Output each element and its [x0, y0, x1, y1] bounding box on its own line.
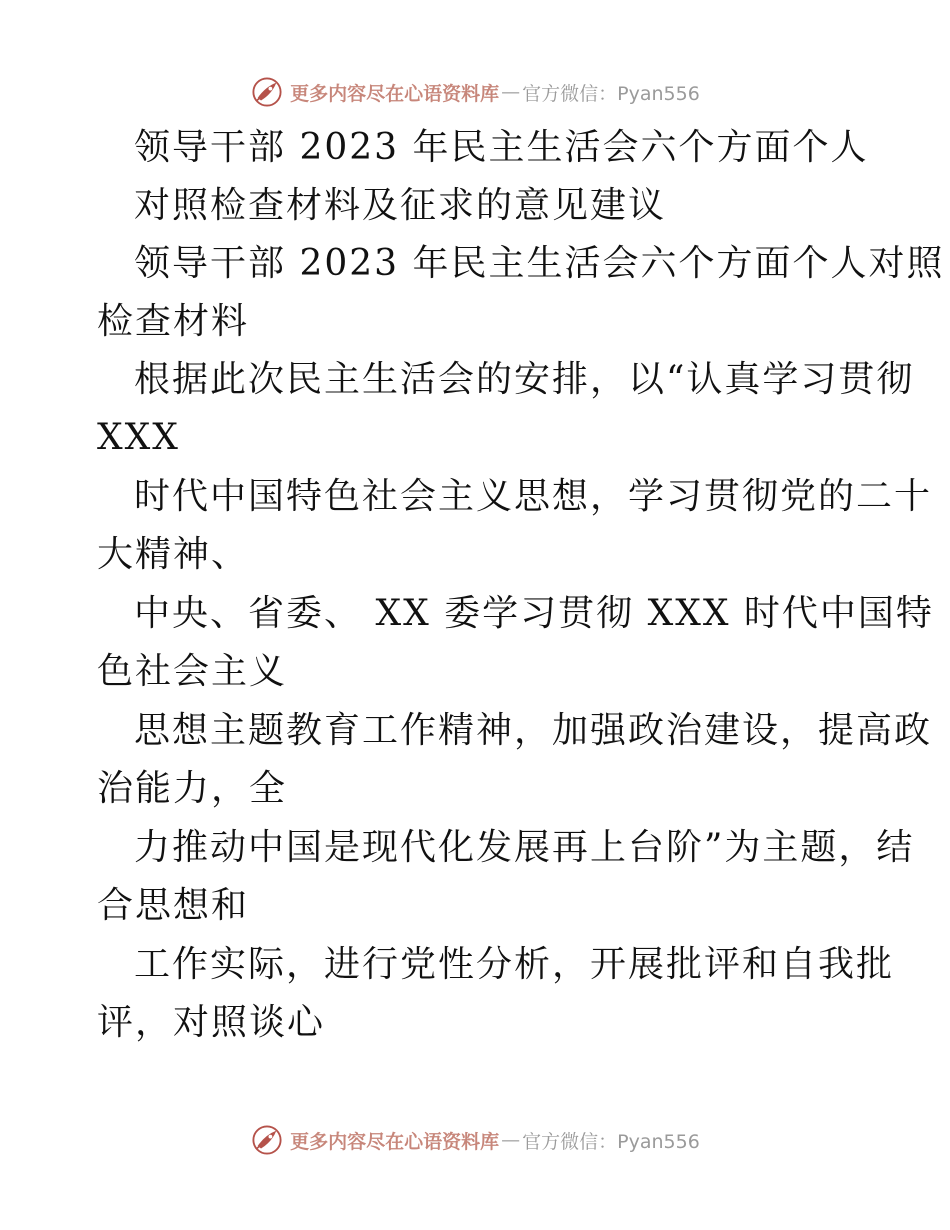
- watermark-wechat-text: 官方微信：Pyan556: [522, 82, 700, 105]
- watermark-banner-top: [0, 72, 950, 112]
- watermark-wechat-text: 官方微信：Pyan556: [522, 1130, 700, 1153]
- paragraph-line: 治能力，全: [97, 768, 288, 809]
- paragraph-line: 评，对照谈心: [97, 1002, 326, 1043]
- paragraph-line: 工作实际，进行党性分析，开展批评和自我批: [134, 944, 895, 985]
- watermark-banner-bottom: [0, 1120, 950, 1160]
- paragraph-line: XXX: [97, 417, 180, 458]
- paragraph-line: 思想主题教育工作精神，加强政治建设，提高政: [134, 710, 933, 751]
- paragraph-line: 领导干部 2023 年民主生活会六个方面个人对照: [134, 243, 945, 284]
- paragraph-line: 时代中国特色社会主义思想，学习贯彻党的二十: [134, 476, 933, 517]
- document-title-line-2: 对照检查材料及征求的意见建议: [134, 185, 667, 226]
- pen-nib-logo-icon: [250, 75, 284, 109]
- watermark-dash: —: [501, 1129, 521, 1151]
- paragraph-line: 根据此次民主生活会的安排，以“认真学习贯彻: [134, 359, 915, 400]
- watermark-brand-text: 更多内容尽在心语资料库: [290, 82, 500, 105]
- paragraph-line: 力推动中国是现代化发展再上台阶”为主题，结: [134, 827, 915, 868]
- paragraph-line: 色社会主义: [97, 651, 288, 692]
- document-title-line-1: 领导干部 2023 年民主生活会六个方面个人: [134, 127, 869, 168]
- paragraph-line: 大精神、: [97, 534, 250, 575]
- paragraph-line: 中央、省委、 XX 委学习贯彻 XXX 时代中国特: [134, 593, 934, 634]
- watermark-dash: —: [501, 81, 521, 103]
- pen-nib-logo-icon: [250, 1123, 284, 1157]
- paragraph-line: 合思想和: [97, 885, 250, 926]
- paragraph-line: 检查材料: [97, 301, 250, 342]
- watermark-brand-text: 更多内容尽在心语资料库: [290, 1130, 500, 1153]
